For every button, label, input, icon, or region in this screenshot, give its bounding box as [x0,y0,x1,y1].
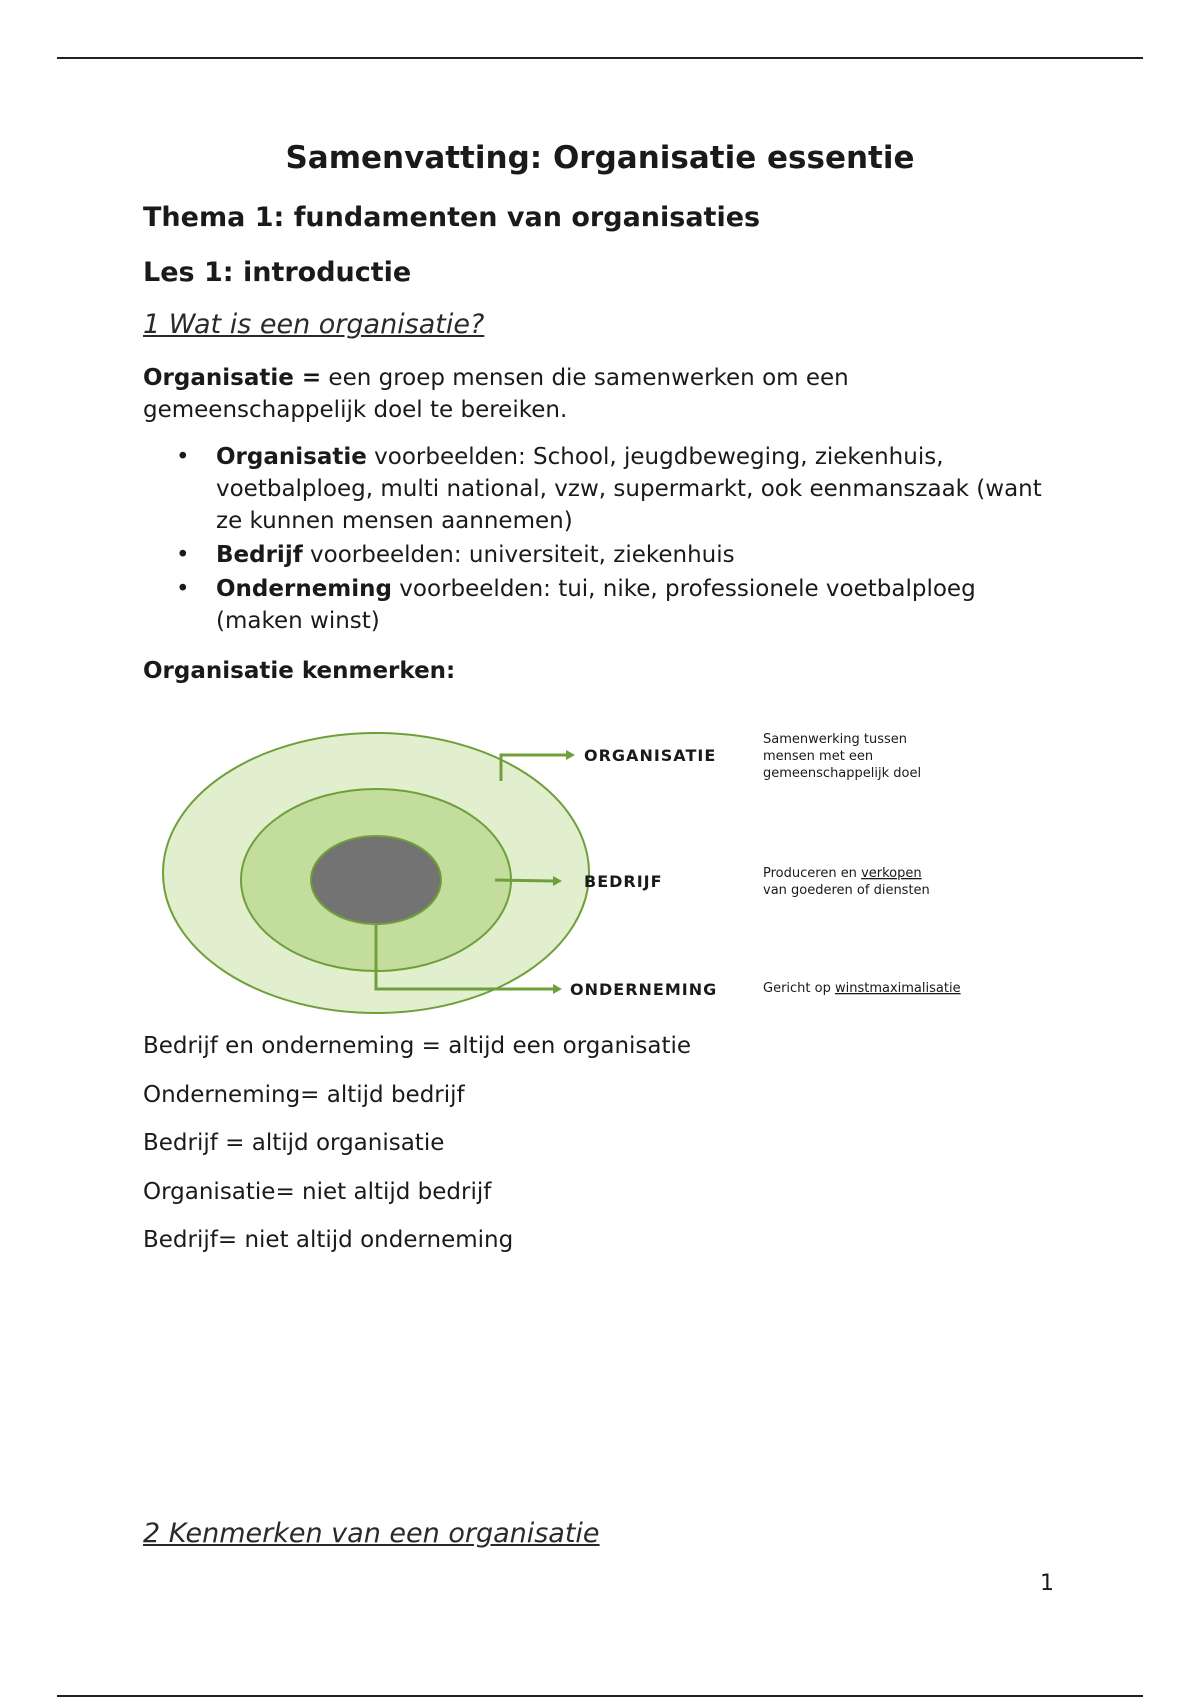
footer-rule [57,1695,1143,1697]
page-number: 1 [1040,1571,1054,1596]
list-item [143,539,1043,571]
desc-bedrijf-link: verkopen [861,866,922,881]
definition-term: Organisatie = [143,365,322,391]
desc-bedrijf-line1 [763,866,922,881]
lesson-heading: Les 1: introductie [143,257,412,288]
list-item [143,441,1043,537]
list-item-text: voorbeelden: universiteit, ziekenhuis [302,542,735,568]
list-item-term: Organisatie [216,444,367,470]
desc-organisatie-line3: gemeenschappelijk doel [763,766,922,781]
statement-line: Bedrijf en onderneming = altijd een organisatie [143,1033,692,1059]
desc-onderneming-prefix: Gericht op [763,981,835,996]
list-item-term: Onderneming [216,576,392,602]
label-organisatie: ORGANISATIE [584,746,717,765]
label-onderneming: ONDERNEMING [570,980,718,999]
desc-organisatie-line2: mensen met een [763,749,874,764]
list-item-text: voorbeelden: School, jeugdbeweging, ziekenhuis, voetbalploeg, multi national, vzw, supermarkt, ook eenmanszaak (want ze kunnen mensen aannemen) [216,444,1042,534]
inner-ellipse-onderneming [311,836,441,924]
kenmerken-heading: Organisatie kenmerken: [143,658,456,684]
examples-list [143,441,1043,639]
connector-bedrijf [495,880,553,881]
list-item [143,573,1043,637]
theme-heading: Thema 1: fundamenten van organisaties [143,202,761,233]
list-item-term: Bedrijf [216,542,303,568]
arrowhead-onderneming [553,984,562,994]
organisation-nesting-diagram [0,715,1200,1025]
definition-paragraph [143,362,1043,426]
arrowhead-organisatie [566,750,575,760]
header-rule [57,57,1143,59]
list-item-text: voorbeelden: tui, nike, professionele voetbalploeg (maken winst) [216,576,976,634]
statement-line: Organisatie= niet altijd bedrijf [143,1179,492,1205]
label-bedrijf: BEDRIJF [584,872,663,891]
definition-text: een groep mensen die samenwerken om een gemeenschappelijk doel te bereiken. [143,365,849,423]
desc-onderneming-link: winstmaximalisatie [834,981,961,996]
statement-line: Bedrijf = altijd organisatie [143,1130,445,1156]
desc-organisatie-line1: Samenwerking tussen [763,732,907,747]
section2-heading: 2 Kenmerken van een organisatie [143,1518,600,1549]
statement-line: Onderneming= altijd bedrijf [143,1082,465,1108]
desc-onderneming [763,981,961,996]
desc-bedrijf-line2: van goederen of diensten [763,883,930,898]
statement-line: Bedrijf= niet altijd onderneming [143,1227,514,1253]
section1-heading: 1 Wat is een organisatie? [143,309,485,340]
document-title: Samenvatting: Organisatie essentie [285,140,915,176]
desc-bedrijf-prefix: Produceren en [763,866,862,881]
